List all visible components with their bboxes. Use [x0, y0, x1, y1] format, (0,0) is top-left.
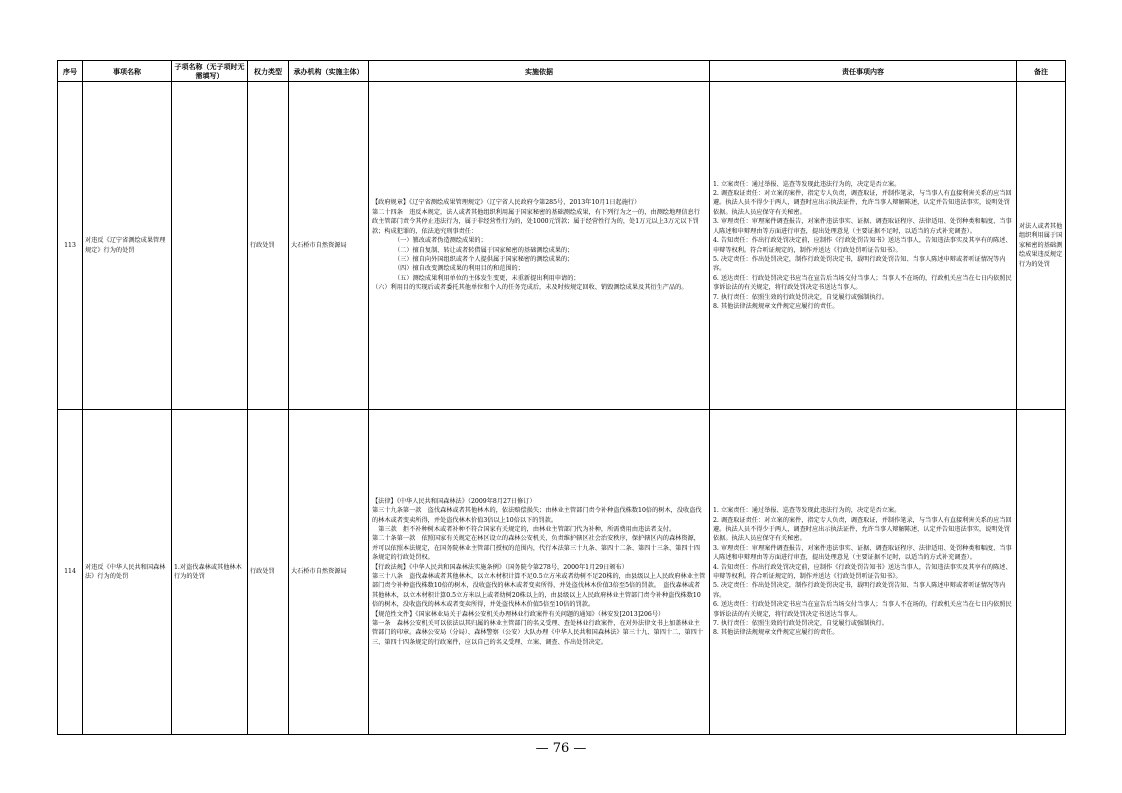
responsibility-line: 2. 调查取证责任：对立案的案件，指定专人负责，调查取证，并制作笔录，与当事人有直接利害关系的应当回避。执法人员不得少于两人，调查时应出示执法证件，允许当事人辩解陈述，认定并告知违法事实，说明处罚依据。执法人员应保守有关秘密。	[713, 190, 1012, 216]
responsibility-line: 1. 立案责任：通过举报、巡查等发现此违法行为的，决定是否立案。	[713, 180, 901, 188]
row-power-type: 行政处罚	[248, 82, 289, 410]
responsibility-line: 5. 决定责任：作出处罚决定，制作行政处罚决定书，载明行政处罚告知、当事人陈述申辩或者听证情况等内容。	[713, 255, 1006, 273]
responsibility-line: 2. 调查取证责任：对立案的案件，指定专人负责，调查取证，并制作笔录，与当事人有直接利害关系的应当回避。执法人员不得少于两人，调查时应出示执法证件，允许当事人辩解陈述，认定并告知违法事实，说明处罚依据。执法人员应保守有关秘密。	[713, 516, 1012, 543]
table-header-row	[58, 61, 1066, 82]
header-name: 事项名称	[83, 61, 172, 82]
page-number: — 76 —	[535, 741, 587, 756]
basis-line: 第三十八条 盗伐森林或者其他林木，以立木材积计算不足0.5立方米或者幼树不足20株的，由县级以上人民政府林业主管部门责令补种盗伐株数10倍的树木，没收盗伐的林木或者变卖所得，并处盗伐林木价值3倍至5倍的罚款。 盗伐森林或者其他林木，以立木材积计算0.5立方米以上或者幼树20株以上的，由县级以上人民政府林业主管部门责令补种盗伐株数10倍的树木，没收盗伐的林木或者变卖所得，并处盗伐林木价值5倍至10倍的罚款。	[372, 573, 706, 609]
basis-line: （六）利用目的实现后或者委托其他单位和个人的任务完成后，未及时按规定回收、销毁测绘成果及其衍生产品的。	[372, 284, 688, 292]
basis-line: 第二十四条 违反本规定，法人或者其他组织利用属于国家秘密的基础测绘成果，有下列行为之一的，由测绘地理信息行政主管部门责令其停止违法行为，属于非经营性行为的，处1000元罚款；属于经营性行为的，处1万元以上3万元以下罚款；构成犯罪的，依法追究刑事责任：	[372, 208, 700, 235]
power-list-table	[57, 60, 1066, 735]
basis-line: 【行政法规】《中华人民共和国森林法实施条例》（国务院令第278号，2000年1月29日颁布）	[372, 563, 628, 571]
responsibility-line: 1. 立案责任：通过举报、巡查等发现此违法行为的，决定是否立案。	[713, 507, 901, 515]
responsibility-line: 6. 送达责任：行政处罚决定书应当在宣告后当场交付当事人；当事人不在场的，行政机关应当在七日内依照民事诉讼法的有关规定，将行政处罚决定书送达当事人。	[713, 601, 1012, 618]
header-subname: 子项名称（无子项时无需填写）	[172, 61, 248, 82]
basis-line: 【政府规章】《辽宁省测绘成果管理规定》（辽宁省人民政府令第285号，2013年10月1日起施行）	[372, 199, 641, 207]
row-power-type: 行政处罚	[248, 410, 289, 735]
basis-line: 第一条 森林公安机关可以依法以其归属的林业主管部门的名义受理、查处林业行政案件，在对外法律文书上加盖林业主管部门的印章。森林公安局（分局）、森林警察（公安）大队办理《中华人民共和国森林法》第三十九、第四十二、第四十三、第四十四条规定的行政案件，应以自己的名义受理、立案、调查、作出处罚决定。	[372, 620, 704, 646]
responsibility-line: 8. 其他法律法规规章文件规定应履行的责任。	[713, 302, 839, 310]
responsibility-line: 6. 送达责任：行政处罚决定书应当在宣告后当场交付当事人；当事人不在场的，行政机关应当在七日内依照民事诉讼法的有关规定，将行政处罚决定书送达当事人。	[713, 274, 1012, 292]
header-seq: 序号	[58, 61, 83, 82]
basis-line: 第三款 拒不补种树木或者补种不符合国家有关规定的，由林业主管部门代为补种，所需费用由违法者支付。	[372, 525, 676, 533]
basis-line: 第二十条第一款 依照国家有关规定在林区设立的森林公安机关，负责维护辖区社会治安秩序，保护辖区内的森林资源，并可以依照本法规定，在国务院林业主管部门授权的范围内，代行本法第三十九条、第四十二条、第四十三条、第四十四条规定的行政处罚权。	[372, 535, 700, 562]
header-remark: 备注	[1017, 61, 1066, 82]
row-basis	[369, 82, 710, 410]
row-seq: 114	[58, 410, 83, 735]
responsibility-line: 3. 审理责任：审理案件调查报告，对案件违法事实、证据、调查取证程序、法律适用、处罚种类和幅度、当事人陈述和申辩理由等方面进行审查，提出处理意见（主要证据不足时，以适当的方式补充调查）。	[713, 544, 1012, 562]
row-item-name: 对违反《中华人民共和国森林法》行为的处罚	[83, 410, 172, 735]
basis-line: 第三十九条第一款 盗伐森林或者其他林木的，依法赔偿损失；由林业主管部门责令补种盗伐株数10倍的树木，没收盗伐的林木或者变卖所得，并处盗伐林木价值3倍以上10倍以下的罚款。	[372, 507, 702, 524]
row-remark	[1017, 410, 1066, 735]
header-basis: 实施依据	[369, 61, 710, 82]
basis-line: （一）篡改或者伪造测绘成果的；	[394, 237, 487, 245]
row-agency: 大石桥市自然资源局	[289, 82, 369, 410]
basis-line: 【规范性文件】《国家林业局关于森林公安机关办理林业行政案件有关问题的通知》（林安发[2013]206号）	[372, 610, 665, 618]
responsibility-line: 5. 决定责任：作出处罚决定，制作行政处罚决定书，载明行政处罚告知、当事人陈述申辩或者听证情况等内容。	[713, 582, 1006, 599]
basis-line: 【法律】《中华人民共和国森林法》（2009年8月27日修订）	[372, 497, 536, 505]
header-responsibility: 责任事项内容	[710, 61, 1017, 82]
row-seq: 113	[58, 82, 83, 410]
row-basis	[369, 410, 710, 735]
basis-line: （二）擅自复制、转让或者转借属于国家秘密的基础测绘成果的；	[394, 246, 574, 254]
row-subitem-name	[172, 82, 248, 410]
basis-line: （四）擅自改变测绘成果的利用目的和范围的；	[394, 265, 524, 273]
table-row	[58, 82, 1066, 410]
responsibility-line: 4. 告知责任：作出行政处罚决定前，应制作《行政处罚告知书》送达当事人，告知违法事实及其享有的陈述、申辩等权利。符合听证规定的，制作并送达《行政处罚听证告知书》。	[713, 563, 1012, 580]
header-agency: 承办机构（实施主体）	[289, 61, 369, 82]
row-agency: 大石桥市自然资源局	[289, 410, 369, 735]
responsibility-line: 4. 告知责任：作出行政处罚决定前，应制作《行政处罚告知书》送达当事人，告知违法事实及其享有的陈述、申辩等权利。符合听证规定的，制作并送达《行政处罚听证告知书》。	[713, 237, 1012, 254]
table-row	[58, 410, 1066, 735]
row-item-name: 对违反《辽宁省测绘成果管理规定》行为的处罚	[83, 82, 172, 410]
row-subitem-name: 1.对盗伐森林或其他林木行为的处罚	[172, 410, 248, 735]
responsibility-line: 7. 执行责任：依照生效的行政处罚决定，自觉履行或强制执行。	[713, 620, 888, 628]
responsibility-line: 3. 审理责任：审理案件调查报告，对案件违法事实、证据、调查取证程序、法律适用、处罚种类和幅度、当事人陈述和申辩理由等方面进行审查，提出处理意见（主要证据不足时，以适当的方式补充调查）。	[713, 218, 1012, 235]
row-responsibility	[710, 410, 1017, 735]
row-remark: 对法人或者其他组织利用属于国家秘密的基础测绘成果违反规定行为的处罚	[1017, 82, 1066, 410]
header-power-type: 权力类型	[248, 61, 289, 82]
responsibility-line: 7. 执行责任：依照生效的行政处罚决定，自觉履行或强制执行。	[713, 293, 888, 301]
row-responsibility	[710, 82, 1017, 410]
basis-line: （三）擅自向外国组织或者个人提供属于国家秘密的测绘成果的；	[394, 255, 574, 263]
responsibility-line: 8. 其他法律法规规章文件规定应履行的责任。	[713, 629, 839, 637]
basis-line: （五）测绘成果利用单位的主体发生变更，未重新提出利用申请的；	[394, 274, 580, 282]
